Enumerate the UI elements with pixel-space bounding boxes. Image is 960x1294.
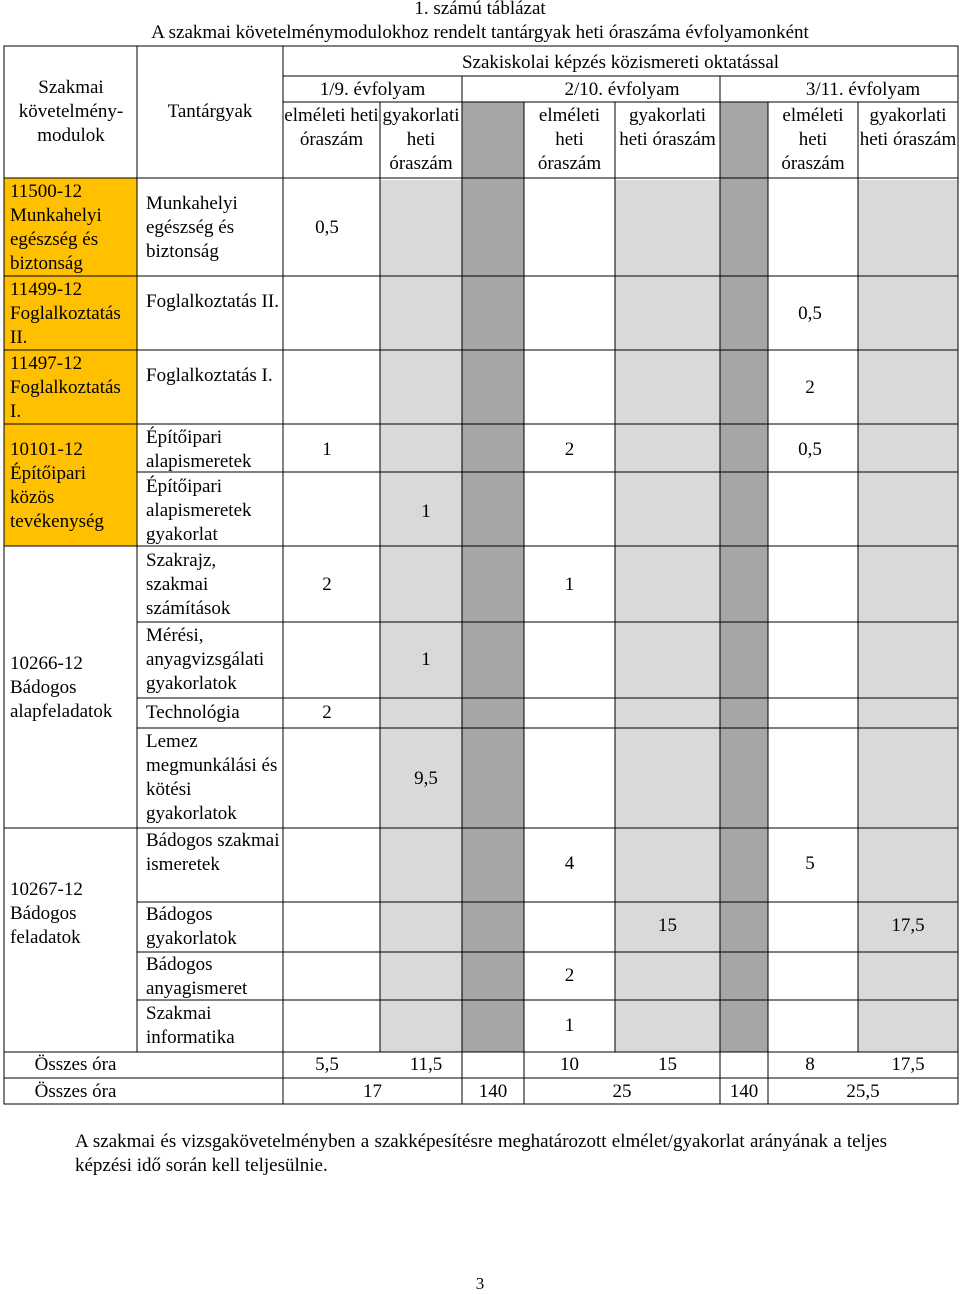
value-szakrajz-y1: 2 (322, 574, 332, 595)
module-11499: 11499-12 Foglalkoztatás II. (10, 279, 121, 348)
subjects-header: Tantárgyak (167, 101, 253, 122)
total-label-2: Összes óra (34, 1081, 117, 1102)
table-number: 1. számú táblázat (414, 0, 546, 19)
year-1-header: 1/9. évfolyam (319, 79, 426, 100)
modules-header: Szakmai követelmény-modulok (18, 77, 124, 146)
practice-header-3: gyakorlati heti óraszám (859, 105, 957, 150)
module-10266: 10266-12 Bádogos alapfeladatok (10, 653, 113, 722)
subject-1: Munkahelyi egészség és biztonság (146, 193, 238, 262)
year-3-header: 3/11. évfolyam (805, 79, 921, 100)
subject-13: Szakmai informatika (146, 1003, 235, 1048)
value-informatika: 1 (564, 1015, 575, 1036)
subject-7: Mérési, anyagvizsgálati gyakorlatok (146, 625, 265, 694)
value-szakrajz-y2: 1 (564, 574, 575, 595)
subject-2: Foglalkoztatás II. (146, 291, 279, 312)
table-title: A szakmai követelménymodulokhoz rendelt tantárgyak heti óraszáma évfolyamonként (151, 22, 809, 43)
total-1-theory-y3: 8 (805, 1054, 815, 1075)
total-1-theory-y1: 5,5 (315, 1054, 339, 1075)
theory-header-3: elméleti heti óraszám (781, 105, 845, 174)
total-1-theory-y2: 10 (560, 1054, 579, 1075)
subject-12: Bádogos anyagismeret (146, 954, 248, 999)
value-technologia: 2 (322, 702, 332, 723)
value-epitoipari-y1: 1 (322, 439, 332, 460)
total-2-y2: 25 (612, 1081, 632, 1102)
total-1-practice-y2: 15 (658, 1054, 677, 1075)
value-lemez: 9,5 (414, 768, 438, 789)
theory-header-1: elméleti heti óraszám (284, 105, 379, 150)
total-2-y1: 17 (363, 1081, 382, 1102)
value-foglalkoztatas-2: 0,5 (798, 303, 822, 324)
subject-10: Bádogos szakmai ismeretek (146, 830, 280, 875)
theory-header-2: elméleti heti óraszám (537, 105, 602, 174)
total-2-summer-2: 140 (729, 1081, 759, 1102)
page-number: 3 (475, 1274, 485, 1293)
summer-practice-col-2 (720, 102, 768, 1052)
year-2-header: 2/10. évfolyam (564, 79, 680, 100)
module-11497: 11497-12 Foglalkoztatás I. (10, 353, 121, 422)
module-10101: 10101-12 Építőipari közös tevékenység (10, 439, 104, 532)
summer-practice-col-1 (462, 102, 524, 1052)
total-label-1: Összes óra (34, 1054, 117, 1075)
value-munkahelyi: 0,5 (315, 217, 339, 238)
value-epitoipari-gyak: 1 (421, 501, 431, 522)
value-meresi: 1 (421, 649, 431, 670)
module-11500: 11500-12 Munkahelyi egészség és biztonság (10, 181, 102, 274)
subject-5: Építőipari alapismeretek gyakorlat (146, 476, 252, 545)
value-foglalkoztatas-1: 2 (805, 377, 815, 398)
total-1-practice-y3: 17,5 (891, 1054, 925, 1075)
practice-header-1: gyakorlati heti óraszám (382, 105, 460, 174)
value-badogos-gyak-y2: 15 (658, 915, 677, 936)
value-badogos-szakmai-y3: 5 (805, 853, 815, 874)
value-badogos-szakmai-y2: 4 (564, 853, 575, 874)
value-badogos-gyak-y3: 17,5 (891, 915, 925, 936)
subject-9: Lemez megmunkálási és kötési gyakorlatok (146, 731, 278, 824)
training-header: Szakiskolai képzés közismereti oktatással (461, 52, 780, 73)
footnote: A szakmai és vizsgakövetelményben a szakképesítésre meghatározott elmélet/gyakorlat arányának a teljes képzési idő során kell teljesülnie. (75, 1131, 887, 1176)
subject-3: Foglalkoztatás I. (146, 365, 273, 386)
total-1-practice-y1: 11,5 (409, 1054, 443, 1075)
total-2-summer-1: 140 (478, 1081, 508, 1102)
module-10267: 10267-12 Bádogos feladatok (10, 879, 83, 948)
subject-8: Technológia (146, 702, 240, 723)
value-epitoipari-y2: 2 (564, 439, 575, 460)
subject-4: Építőipari alapismeretek (146, 427, 252, 472)
practice-header-2: gyakorlati heti óraszám (619, 105, 716, 150)
value-anyagismeret: 2 (564, 965, 575, 986)
total-2-y3: 25,5 (846, 1081, 880, 1102)
subject-6: Szakrajz, szakmai számítások (146, 550, 231, 619)
value-epitoipari-y3: 0,5 (798, 439, 822, 460)
subject-11: Bádogos gyakorlatok (146, 904, 237, 949)
